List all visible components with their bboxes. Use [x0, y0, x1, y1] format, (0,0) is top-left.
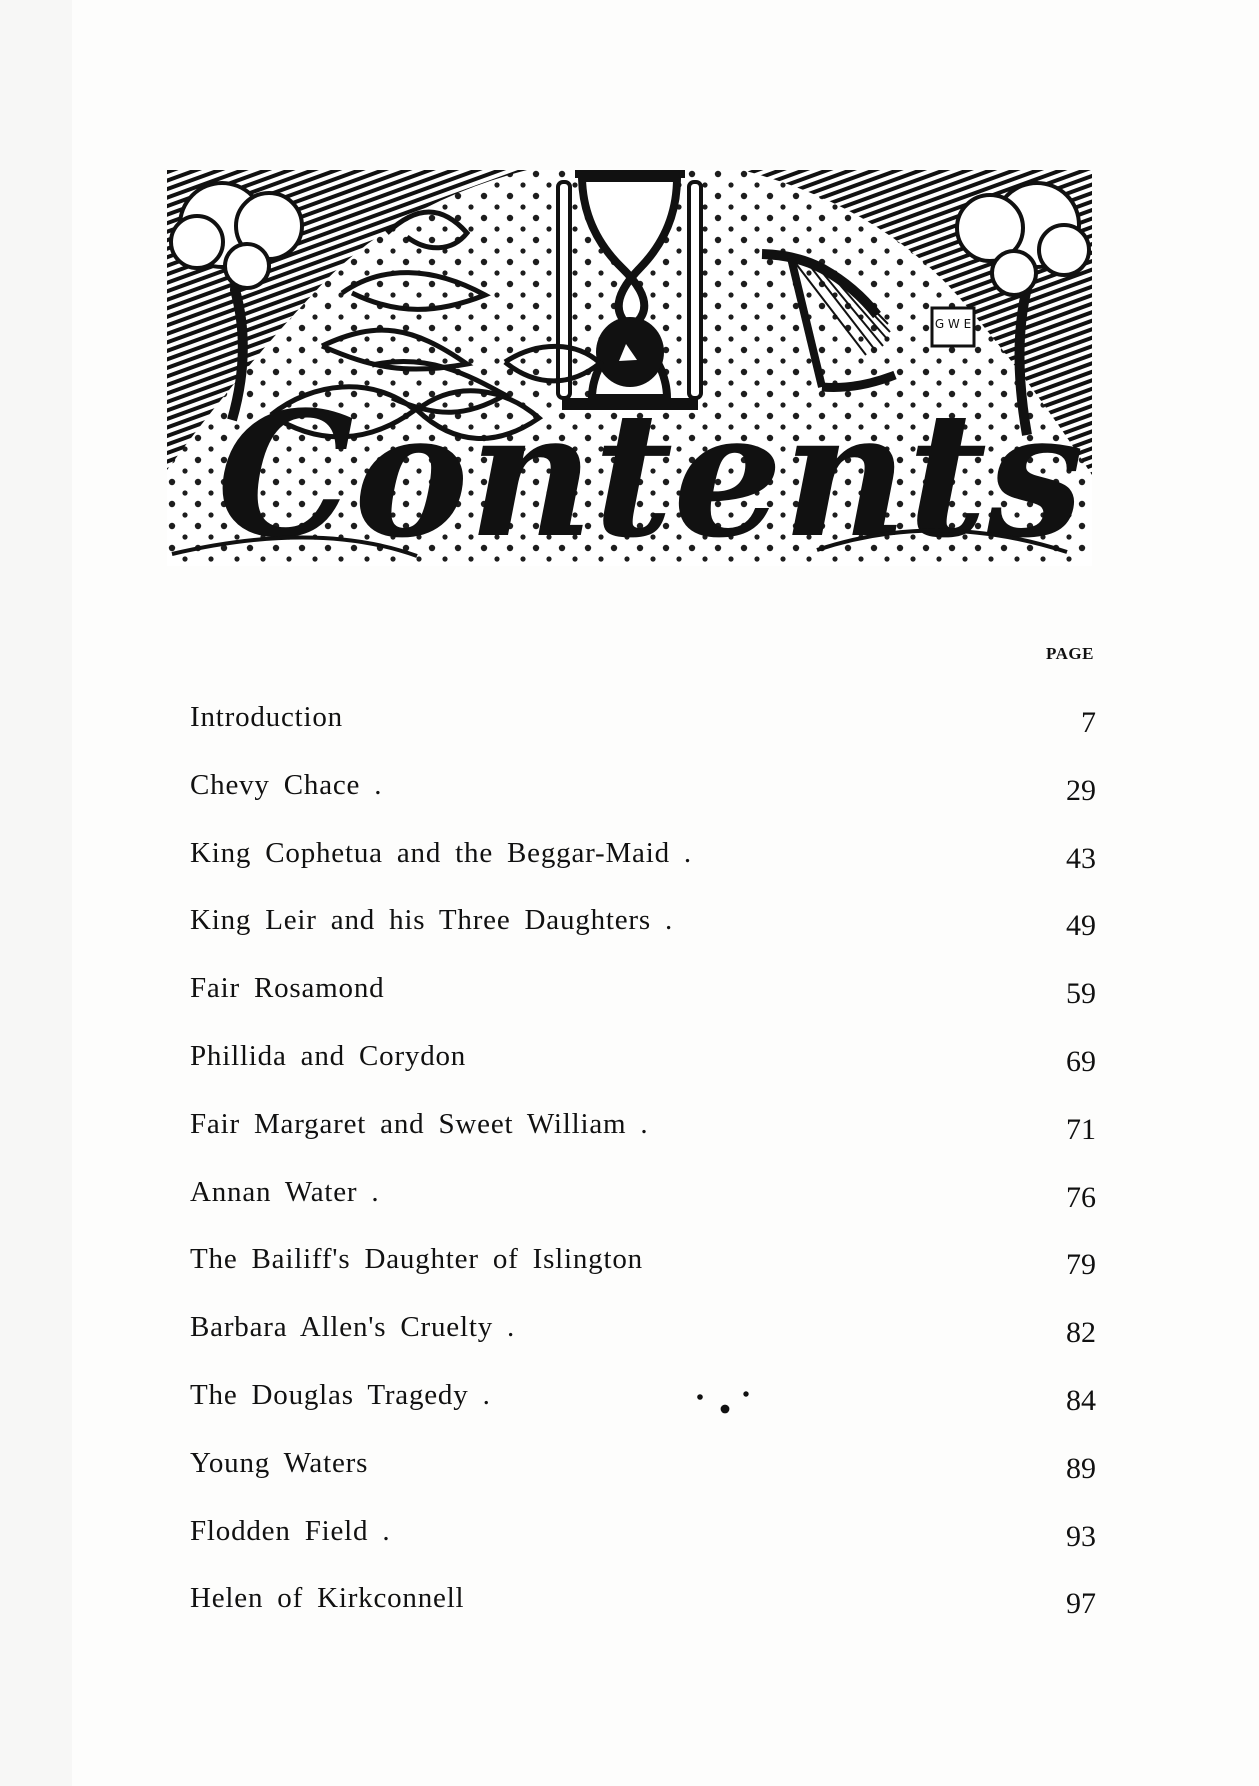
- page-column-heading: PAGE: [1046, 644, 1094, 663]
- toc-entry[interactable]: [190, 1378, 1096, 1446]
- toc-entry[interactable]: [190, 1514, 1096, 1582]
- toc-entry[interactable]: [190, 1242, 1096, 1310]
- toc-entry-title: Helen of Kirkconnell: [190, 1582, 465, 1615]
- table-of-contents: [190, 700, 1096, 1649]
- toc-entry-title: Fair Rosamond: [190, 972, 385, 1005]
- toc-entry[interactable]: [190, 836, 1096, 904]
- toc-entry[interactable]: [190, 1581, 1096, 1649]
- toc-entry[interactable]: [190, 1175, 1096, 1243]
- toc-entry-page: 89: [1066, 1451, 1096, 1485]
- toc-entry-page: 93: [1066, 1519, 1096, 1553]
- toc-entry-page: 82: [1066, 1316, 1096, 1350]
- toc-entry-page: 7: [1081, 706, 1096, 739]
- toc-entry[interactable]: [190, 1107, 1096, 1175]
- toc-entry-page: 79: [1066, 1248, 1096, 1282]
- toc-entry-title: Chevy Chace .: [190, 768, 383, 801]
- ink-specks: [694, 1386, 754, 1422]
- woodcut-header-svg: [167, 170, 1092, 566]
- toc-entry-page: 71: [1066, 1112, 1096, 1146]
- toc-entry-title: King Cophetua and the Beggar-Maid .: [190, 836, 692, 869]
- toc-entry-title: Annan Water .: [190, 1175, 380, 1208]
- toc-entry[interactable]: [190, 1039, 1096, 1107]
- toc-entry[interactable]: [190, 1310, 1096, 1378]
- toc-entry[interactable]: [190, 768, 1096, 836]
- toc-entry-title: Young Waters: [190, 1446, 369, 1479]
- contents-header-illustration: [167, 170, 1092, 566]
- toc-entry-title: Flodden Field .: [190, 1514, 391, 1547]
- toc-entry-page: 97: [1066, 1587, 1096, 1621]
- toc-entry-title: Introduction: [190, 701, 343, 733]
- toc-entry-page: 29: [1066, 773, 1096, 807]
- toc-entry[interactable]: [190, 1446, 1096, 1514]
- toc-entry-page: 43: [1066, 841, 1096, 875]
- toc-entry-page: 59: [1066, 977, 1096, 1011]
- toc-entry-title: Barbara Allen's Cruelty .: [190, 1311, 516, 1344]
- toc-entry[interactable]: [190, 971, 1096, 1039]
- contents-title: Contents: [217, 373, 1084, 566]
- toc-entry-title: Phillida and Corydon: [190, 1039, 467, 1072]
- toc-entry-title: Fair Margaret and Sweet William .: [190, 1107, 649, 1140]
- toc-entry-page: 49: [1066, 909, 1096, 943]
- toc-entry-title: The Bailiff's Daughter of Islington: [190, 1243, 643, 1276]
- toc-entry-page: 69: [1066, 1044, 1096, 1078]
- toc-entry-page: 84: [1066, 1383, 1096, 1417]
- toc-entry[interactable]: [190, 903, 1096, 971]
- monogram-icon: [932, 308, 974, 346]
- toc-entry-title: The Douglas Tragedy .: [190, 1378, 491, 1411]
- toc-entry-page: 76: [1066, 1180, 1096, 1214]
- svg-text:G W E: G W E: [934, 317, 972, 331]
- toc-entry[interactable]: [190, 700, 1096, 768]
- toc-entry-title: King Leir and his Three Daughters .: [190, 904, 674, 937]
